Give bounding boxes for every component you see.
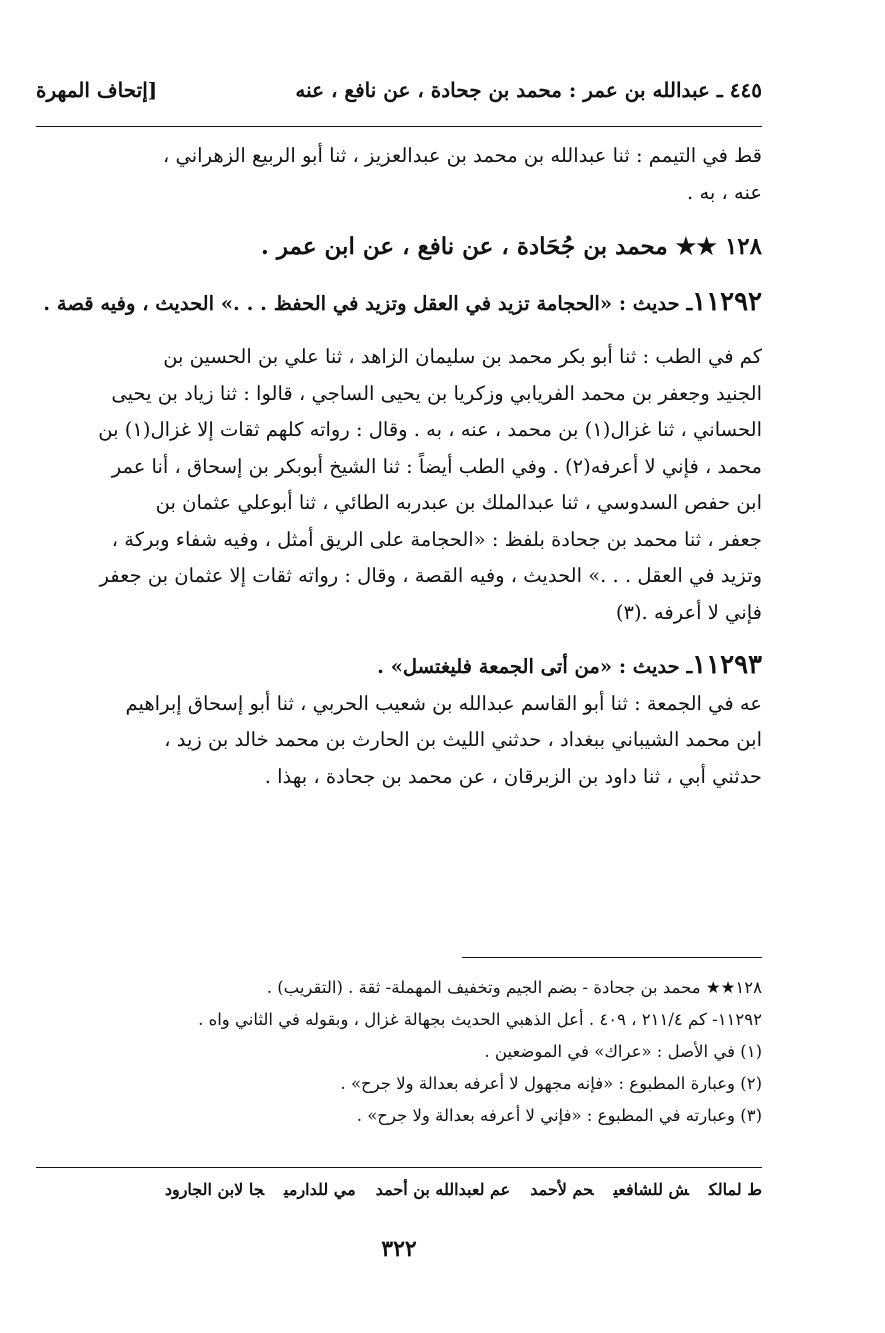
text-line: ابن حفص السدوسي ، ثنا عبدالملك بن عبدربه الطائي ، ثنا أبوعلي عثمان بن xyxy=(155,491,762,514)
hadith-text: ـ حديث : «الحجامة تزيد في العقل وتزيد في الحفظ . . .» الحديث ، وفيه قصة . xyxy=(43,292,693,315)
text-line: وتزيد في العقل . . .» الحديث ، وفيه القصة ، وقال : رواته ثقات إلا عثمان بن جعفر xyxy=(99,564,762,587)
text-line: فإني لا أعرفه .(٣) xyxy=(615,600,762,624)
text-line: محمد ، فإني لا أعرفه(٢) . وفي الطب أيضاً : ثنا الشيخ أبوبكر بن إسحاق ، أنا عمر xyxy=(111,454,762,478)
running-header xyxy=(36,78,762,118)
text-line: الحساني ، ثنا غزال(١) بن محمد ، عنه ، به . وقال : رواته كلهم ثقات إلا غزال(١) بن xyxy=(98,418,762,441)
hadith-paragraph xyxy=(36,686,762,796)
hadith-text: ـ حديث : «من أتى الجمعة فليغتسل» . xyxy=(377,655,693,678)
hadith-heading xyxy=(36,283,762,323)
abbreviation-legend xyxy=(36,1180,762,1199)
header-book-title: [إتحاف المهرة xyxy=(36,78,158,102)
text-line: ابن محمد الشيباني ببغداد ، حدثني الليث بن الحارث بن محمد خالد بن زيد ، xyxy=(164,728,762,751)
text-line: جعفر ، ثنا محمد بن جحادة بلفظ : «الحجامة على الريق أمثل ، وفيه شفاء وبركة ، xyxy=(111,527,762,551)
hadith-number: ١١٢٩٣ xyxy=(692,650,762,680)
footnote: (٢) وعبارة المطبوع : «فإنه مجهول لا أعرفه بعدالة ولا جرح» . xyxy=(340,1074,762,1093)
hadith-paragraph xyxy=(36,339,762,631)
document-page xyxy=(36,0,762,1333)
text-line: عنه ، به . xyxy=(687,180,762,204)
footnote: (١) في الأصل : «عراك» في الموضعين . xyxy=(484,1042,762,1061)
section-heading: ١٢٨ ★★ محمد بن جُحَادة ، عن نافع ، عن ابن عمر . xyxy=(260,233,762,260)
legend-item: ط لمالك xyxy=(708,1180,762,1199)
main-text xyxy=(36,138,762,795)
text-line: الجنيد وجعفر بن محمد الفريابي وزكريا بن يحيى الساجي ، قالوا : ثنا زياد بن يحيى xyxy=(111,381,762,405)
legend-item: جا لابن الجارود xyxy=(164,1180,265,1199)
footnote-rule xyxy=(462,957,762,958)
legend-item: مي للدارمي xyxy=(284,1180,356,1199)
header-rule xyxy=(36,126,762,127)
legend-item: ش للشافعي xyxy=(613,1180,689,1199)
legend-item: حم لأحمد xyxy=(530,1180,594,1199)
text-line: قط في التيمم : ثنا عبدالله بن محمد بن عبدالعزيز ، ثنا أبو الربيع الزهراني ، xyxy=(163,144,762,167)
legend-rule xyxy=(36,1167,762,1168)
footnote: ١٢٨★★ محمد بن جحادة - بضم الجيم وتخفيف المهملة- ثقة . (التقريب) . xyxy=(266,978,762,997)
footnote: (٣) وعبارته في المطبوع : «فإني لا أعرفه بعدالة ولا جرح» . xyxy=(356,1106,762,1125)
page-number: ٣٢٢ xyxy=(381,1236,417,1262)
text-line: عه في الجمعة : ثنا أبو القاسم عبدالله بن شعيب الحربي ، ثنا أبو إسحاق إبراهيم xyxy=(125,691,762,715)
text-line: حدثني أبي ، ثنا داود بن الزبرقان ، عن محمد بن جحادة ، بهذا . xyxy=(264,764,762,788)
header-title: ٤٤٥ ـ عبدالله بن عمر : محمد بن جحادة ، عن نافع ، عنه xyxy=(295,78,762,102)
hadith-number: ١١٢٩٢ xyxy=(692,287,762,317)
footnotes xyxy=(36,972,762,1132)
text-line: كم في الطب : ثنا أبو بكر محمد بن سليمان الزاهد ، ثنا علي بن الحسين بن xyxy=(163,345,762,368)
hadith-heading xyxy=(36,647,762,686)
footnote: ١١٢٩٢- كم ٢١١/٤ ، ٤٠٩ . أعل الذهبي الحديث بجهالة غزال ، وبقوله في الثاني واه . xyxy=(198,1010,762,1029)
legend-item: عم لعبدالله بن أحمد xyxy=(375,1180,511,1199)
